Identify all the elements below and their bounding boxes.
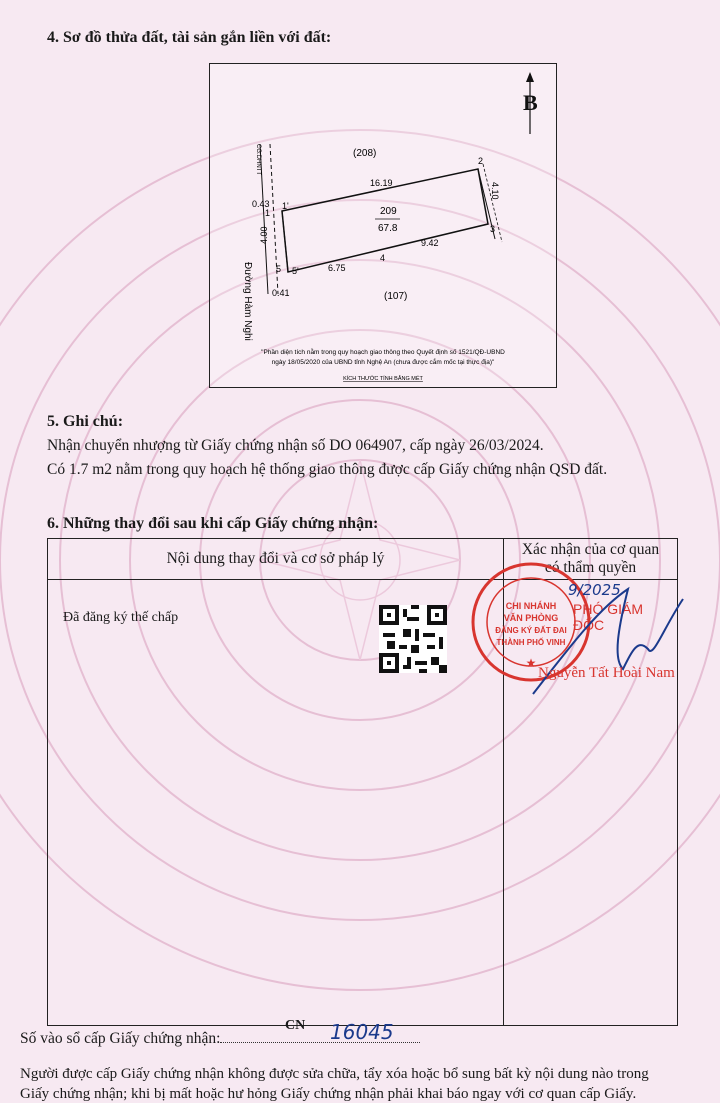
registration-number: 16045 [330,1020,394,1044]
warning-line-1: Người được cấp Giấy chứng nhận không được sửa chữa, tẩy xóa hoặc bổ sung bất kỳ nội dung nào trong [20,1066,649,1082]
section-6-title: 6. Những thay đổi sau khi cấp Giấy chứng nhận: [47,515,379,532]
point-2: 2 [478,156,484,166]
col-header-confirm-line2: có thẩm quyền [544,559,637,576]
parcel-sketch-drawing [210,64,556,387]
svg-text:THÀNH PHỐ VINH: THÀNH PHỐ VINH [496,638,566,647]
parcel-number: 209 [380,206,397,217]
entry-mortgage-registered: Đã đăng ký thế chấp [63,610,179,625]
point-1-prime: 1' [282,201,289,211]
point-4: 4 [380,253,386,263]
parcel-sketch-frame [209,63,557,388]
registration-prefix: CN [285,1018,306,1033]
road-name: Đường Hàm Nghi [242,262,253,341]
road-edge-label: CG:DHNTT [255,144,261,175]
sketch-scale-note: KÍCH THƯỚC TÍNH BẰNG MÉT [343,376,423,382]
changes-table [47,538,678,1026]
col-header-content: Nội dung thay đổi và cơ sở pháp lý [166,550,385,567]
length-left: 4.00 [259,226,269,244]
warning-line-2: Giấy chứng nhận; khi bị mất hoặc hư hỏng Giấy chứng nhận phải khai báo ngay với cơ quan cấp Giấy. [20,1086,637,1102]
position-title: PHÓ GIÁM ĐỐC [573,601,644,633]
sketch-note-line2: ngày 18/05/2020 của UBND tỉnh Nghệ An (chưa được cắm mốc tại thực địa)" [271,359,495,366]
svg-text:CHI NHÁNH: CHI NHÁNH [505,601,557,611]
north-label: B [523,90,538,115]
registration-label: Số vào sổ cấp Giấy chứng nhận: [20,1030,221,1047]
sketch-note-line1: "Phần diện tích nằm trong quy hoạch giao thông theo Quyết định số 1521/QĐ-UBND [261,349,505,356]
approval-date: 9/2025 [568,581,621,599]
svg-text:★: ★ [525,656,537,670]
point-1: 1 [265,208,271,218]
note-line-1: Nhận chuyển nhượng từ Giấy chứng nhận số DO 064907, cấp ngày 26/03/2024. [47,437,544,454]
qr-code-icon [379,605,447,673]
col-header-confirm-line1: Xác nhận của cơ quan [521,541,660,558]
adjacent-top: (208) [353,148,377,159]
svg-text:VĂN PHÒNG: VĂN PHÒNG [503,613,559,623]
note-line-2: Có 1.7 m2 nằm trong quy hoạch hệ thống giao thông được cấp Giấy chứng nhận QSD đất. [47,461,608,478]
length-right: 4.10 [490,182,500,200]
section-5-title: 5. Ghi chú: [47,413,124,430]
adjacent-bottom: (107) [384,291,408,302]
signer-name: Nguyễn Tất Hoài Nam [538,665,675,681]
point-5-prime: 5' [292,266,299,276]
length-top: 16.19 [370,178,393,188]
table-cell-content [48,580,504,1025]
point-5: 5 [276,264,282,274]
point-3: 3 [490,224,496,234]
parcel-area: 67.8 [378,223,398,234]
length-bottom-left: 6.75 [328,263,346,273]
table-header-content [48,539,504,580]
svg-text:ĐĂNG KÝ ĐẤT ĐAI: ĐĂNG KÝ ĐẤT ĐAI [495,626,567,635]
length-bottom-right: 9.42 [421,238,439,248]
section-4-title: 4. Sơ đồ thửa đất, tài sản gắn liền với đất: [47,29,332,46]
offset-top: 0.43 [252,199,270,209]
offset-bottom: 0.41 [272,288,290,298]
